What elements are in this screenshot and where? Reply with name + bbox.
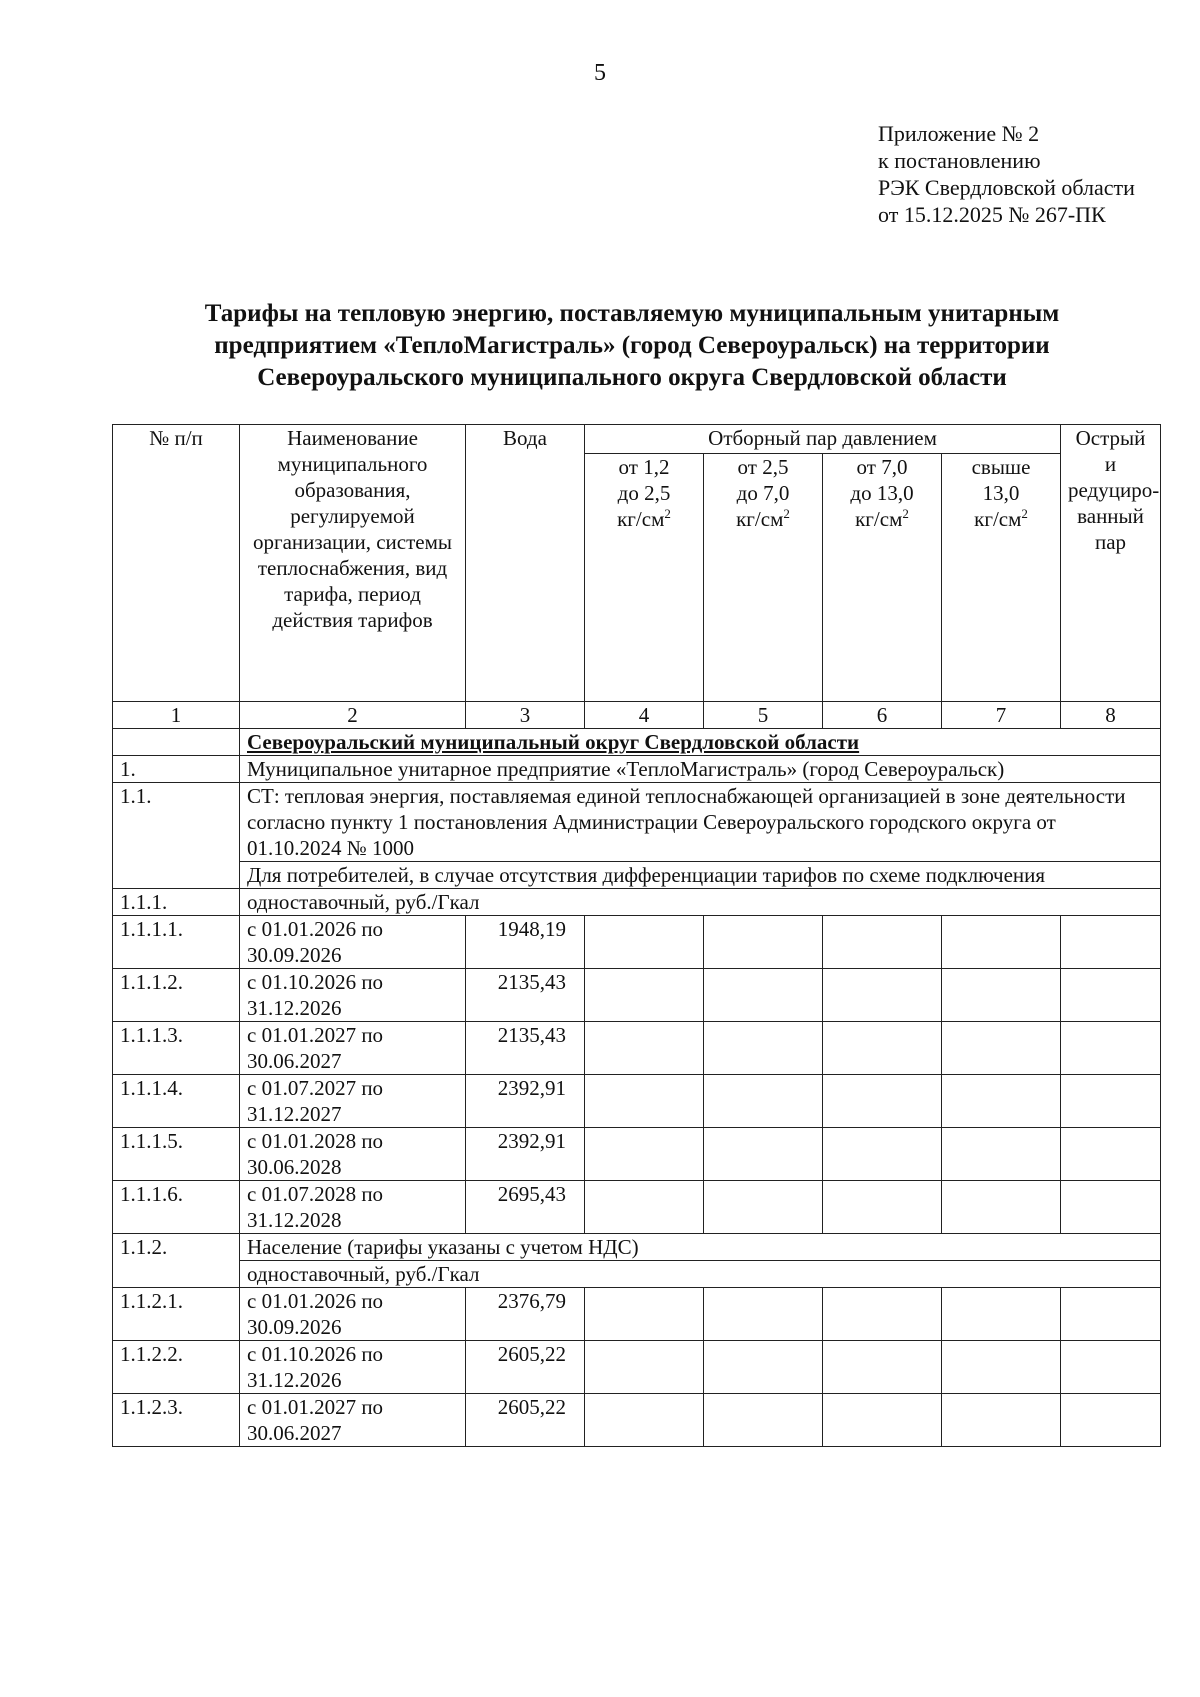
- column-number: 4: [585, 702, 704, 729]
- header-col-7-unit-exp: 2: [1021, 506, 1028, 521]
- section-title: Североуральский муниципальный округ Свердловской области: [240, 729, 1161, 756]
- table-cell-empty: [942, 1288, 1061, 1341]
- table-cell-empty: [704, 1341, 823, 1394]
- table-cell-empty: [823, 1128, 942, 1181]
- header-col-7-line-2: 13,0: [982, 481, 1020, 505]
- header-col-8: Острый и редуциро- ванный пар: [1061, 425, 1161, 702]
- table-cell-empty: [823, 1075, 942, 1128]
- org-name: Муниципальное унитарное предприятие «ТеплоМагистраль» (город Североуральск): [240, 756, 1161, 783]
- title-line-1: Тарифы на тепловую энергию, поставляемую муниципальным унитарным: [204, 300, 1060, 327]
- period-cell: с 01.10.2026 по 31.12.2026: [240, 969, 466, 1022]
- table-cell-empty: [942, 1394, 1061, 1447]
- table-cell-empty: [823, 1341, 942, 1394]
- group-2-label: Население (тарифы указаны с учетом НДС): [240, 1234, 1161, 1261]
- header-col-4-line-1: от 1,2: [618, 455, 670, 479]
- water-tariff: 2605,22: [466, 1394, 585, 1447]
- period-cell: с 01.07.2027 по 31.12.2027: [240, 1075, 466, 1128]
- table-cell-empty: [1061, 1128, 1161, 1181]
- table-cell-empty: [585, 1288, 704, 1341]
- row-number: 1.1.: [113, 783, 240, 889]
- table-cell-empty: [704, 1181, 823, 1234]
- period-cell: с 01.01.2027 по 30.06.2027: [240, 1022, 466, 1075]
- row-number: 1.1.2.2.: [113, 1341, 240, 1394]
- table-cell-empty: [704, 1394, 823, 1447]
- water-tariff: 2376,79: [466, 1288, 585, 1341]
- period-cell: с 01.07.2028 по 31.12.2028: [240, 1181, 466, 1234]
- header-col-5-line-3: [711, 506, 815, 532]
- water-tariff: 1948,19: [466, 916, 585, 969]
- header-col-6-line-3: [830, 506, 934, 532]
- appendix-line-2: к постановлению: [878, 148, 1041, 173]
- period-cell: с 01.01.2028 по 30.06.2028: [240, 1128, 466, 1181]
- column-number: 7: [942, 702, 1061, 729]
- tariff-table: [112, 424, 1161, 1447]
- table-cell-empty: [823, 969, 942, 1022]
- header-col-5-unit: кг/см: [736, 507, 784, 531]
- header-col-7-unit: кг/см: [974, 507, 1022, 531]
- period-cell: с 01.01.2026 по 30.09.2026: [240, 916, 466, 969]
- header-row-1: [113, 425, 1161, 454]
- consumers-note-row: [113, 862, 1161, 889]
- table-row: [113, 1128, 1161, 1181]
- table-cell-empty: [585, 1075, 704, 1128]
- row-number: 1.1.1.1.: [113, 916, 240, 969]
- table-cell-empty: [823, 1181, 942, 1234]
- column-number: 1: [113, 702, 240, 729]
- table-row: [113, 1022, 1161, 1075]
- title-line-3: Североуральского муниципального округа Свердловской области: [257, 364, 1007, 391]
- water-tariff: 2605,22: [466, 1341, 585, 1394]
- table-row: [113, 916, 1161, 969]
- header-col-4-line-2: до 2,5: [617, 481, 671, 505]
- column-number: 8: [1061, 702, 1161, 729]
- table-row: [113, 1181, 1161, 1234]
- header-col-3: Вода: [466, 425, 585, 702]
- page-number: 5: [594, 60, 606, 86]
- header-col-6-unit-exp: 2: [902, 506, 909, 521]
- org-row: [113, 756, 1161, 783]
- table-cell-empty: [704, 1288, 823, 1341]
- row-number: 1.1.1.: [113, 889, 240, 916]
- table-cell-empty: [942, 1181, 1061, 1234]
- table-cell-empty: [1061, 969, 1161, 1022]
- table-cell-empty: [585, 969, 704, 1022]
- water-tariff: 2392,91: [466, 1075, 585, 1128]
- group-1-label: одноставочный, руб./Гкал: [240, 889, 1161, 916]
- row-number: 1.1.2.3.: [113, 1394, 240, 1447]
- table-cell-empty: [1061, 1341, 1161, 1394]
- table-cell-empty: [942, 1022, 1061, 1075]
- group-2-subrow: [113, 1261, 1161, 1288]
- column-number: 2: [240, 702, 466, 729]
- header-col-1: № п/п: [113, 425, 240, 702]
- table-row: [113, 1394, 1161, 1447]
- header-col-7: [942, 454, 1061, 702]
- row-number: 1.1.1.2.: [113, 969, 240, 1022]
- table-cell-empty: [823, 916, 942, 969]
- table-cell-empty: [1061, 1075, 1161, 1128]
- column-number: 5: [704, 702, 823, 729]
- header-col-7-line-1: свыше: [971, 455, 1031, 479]
- table-cell-empty: [942, 969, 1061, 1022]
- st-description: СТ: тепловая энергия, поставляемая единой теплоснабжающей организацией в зоне деятельности согласно пункту 1 постановления Администрации Североуральского городского округа от 01.10.2024 № 1000: [240, 783, 1161, 862]
- table-cell-empty: [942, 1075, 1061, 1128]
- title-line-2: предприятием «ТеплоМагистраль» (город Североуральск) на территории: [214, 332, 1050, 359]
- appendix-block: [878, 120, 1135, 228]
- header-col-5: [704, 454, 823, 702]
- water-tariff: 2135,43: [466, 1022, 585, 1075]
- group-2-sublabel: одноставочный, руб./Гкал: [240, 1261, 1161, 1288]
- column-number: 6: [823, 702, 942, 729]
- period-cell: с 01.01.2026 по 30.09.2026: [240, 1288, 466, 1341]
- water-tariff: 2135,43: [466, 969, 585, 1022]
- table-cell-empty: [823, 1022, 942, 1075]
- st-row: [113, 783, 1161, 862]
- row-number: 1.1.2.: [113, 1234, 240, 1288]
- header-col-6-line-1: от 7,0: [856, 455, 908, 479]
- header-col-6-unit: кг/см: [855, 507, 903, 531]
- table-cell-empty: [942, 1128, 1061, 1181]
- header-col-6: [823, 454, 942, 702]
- water-tariff: 2695,43: [466, 1181, 585, 1234]
- column-number: 3: [466, 702, 585, 729]
- table-cell-empty: [1061, 1288, 1161, 1341]
- table-cell-empty: [823, 1394, 942, 1447]
- header-col-6-line-2: до 13,0: [850, 481, 914, 505]
- table-cell-empty: [585, 1128, 704, 1181]
- document-title: [112, 298, 1152, 394]
- table-row: [113, 1341, 1161, 1394]
- row-number: 1.1.1.6.: [113, 1181, 240, 1234]
- table-row: [113, 1075, 1161, 1128]
- table-cell-empty: [1061, 1181, 1161, 1234]
- header-col-5-line-2: до 7,0: [736, 481, 790, 505]
- header-col-4-line-3: [592, 506, 696, 532]
- table-cell-empty: [704, 1128, 823, 1181]
- header-col-4-unit-exp: 2: [664, 506, 671, 521]
- table-cell-empty: [704, 1075, 823, 1128]
- appendix-line-1: Приложение № 2: [878, 121, 1040, 146]
- header-col-5-unit-exp: 2: [783, 506, 790, 521]
- group-2-row: [113, 1234, 1161, 1261]
- header-col-5-line-1: от 2,5: [737, 455, 789, 479]
- row-number: 1.1.2.1.: [113, 1288, 240, 1341]
- row-number: 1.1.1.4.: [113, 1075, 240, 1128]
- row-number: 1.1.1.5.: [113, 1128, 240, 1181]
- table-cell-empty: [585, 916, 704, 969]
- table-cell-empty: [1061, 1394, 1161, 1447]
- table-row: [113, 969, 1161, 1022]
- appendix-line-4: от 15.12.2025 № 267-ПК: [878, 202, 1106, 227]
- table-cell-empty: [704, 969, 823, 1022]
- table-row: [113, 1288, 1161, 1341]
- table-cell-empty: [585, 1394, 704, 1447]
- period-cell: с 01.01.2027 по 30.06.2027: [240, 1394, 466, 1447]
- table-cell-empty: [585, 1181, 704, 1234]
- group-1-row: [113, 889, 1161, 916]
- table-cell-empty: [942, 1341, 1061, 1394]
- table-cell-empty: [585, 1022, 704, 1075]
- header-steam-group: Отборный пар давлением: [585, 425, 1061, 454]
- water-tariff: 2392,91: [466, 1128, 585, 1181]
- table-cell-empty: [1061, 1022, 1161, 1075]
- table-cell-empty: [942, 916, 1061, 969]
- header-col-2: Наименование муниципального образования, регулируемой организации, системы теплоснабжения, вид тарифа, период действия тарифов: [240, 425, 466, 702]
- row-number: 1.1.1.3.: [113, 1022, 240, 1075]
- column-number-row: [113, 702, 1161, 729]
- row-number: 1.: [113, 756, 240, 783]
- table-cell-empty: [823, 1288, 942, 1341]
- section-title-row: [113, 729, 1161, 756]
- header-col-4: [585, 454, 704, 702]
- table-cell-empty: [704, 1022, 823, 1075]
- consumers-note: Для потребителей, в случае отсутствия дифференциации тарифов по схеме подключения: [240, 862, 1161, 889]
- table-cell-empty: [704, 916, 823, 969]
- period-cell: с 01.10.2026 по 31.12.2026: [240, 1341, 466, 1394]
- header-col-4-unit: кг/см: [617, 507, 665, 531]
- table-cell-empty: [113, 729, 240, 756]
- table-cell-empty: [585, 1341, 704, 1394]
- header-col-7-line-3: [949, 506, 1053, 532]
- table-cell-empty: [1061, 916, 1161, 969]
- appendix-line-3: РЭК Свердловской области: [878, 175, 1135, 200]
